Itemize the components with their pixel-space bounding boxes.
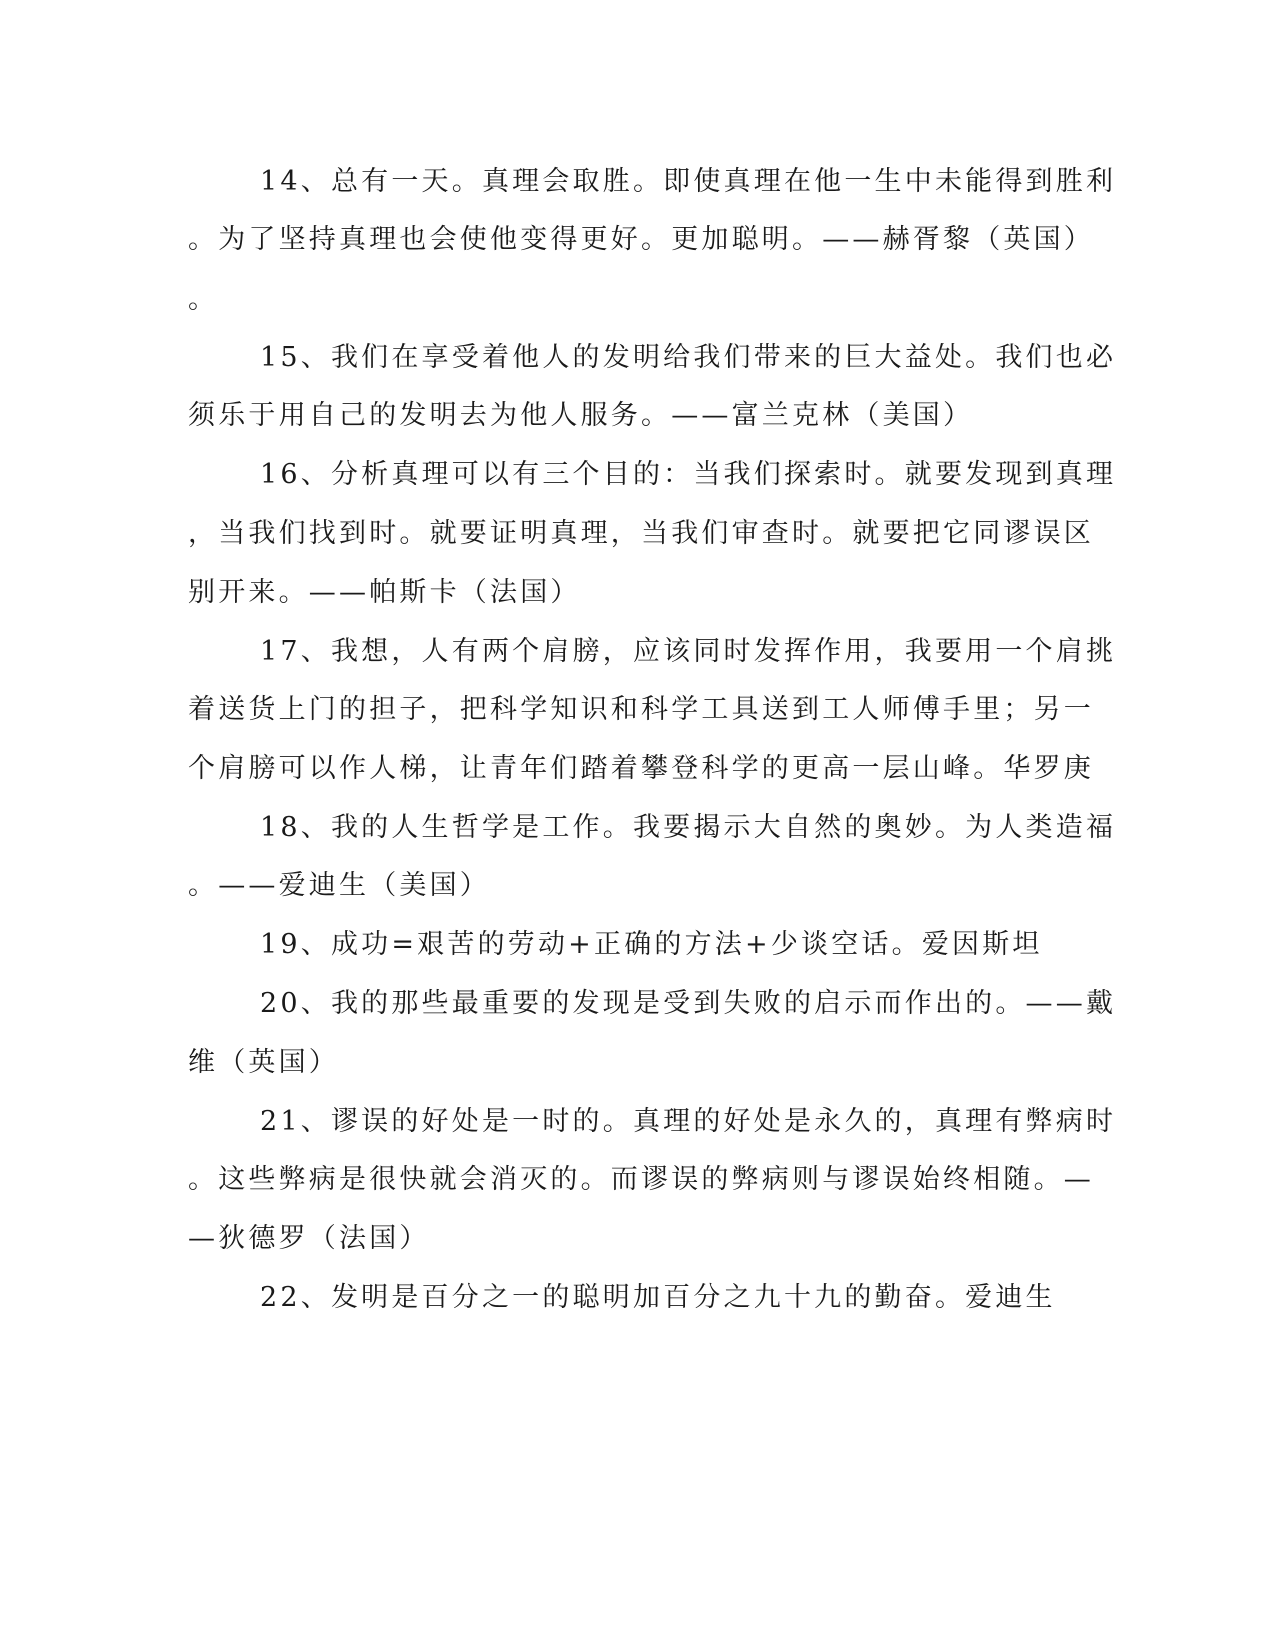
text-line: 。为了坚持真理也会使他变得更好。更加聪明。——赫胥黎（英国） — [188, 224, 1094, 255]
text-line: 21、谬误的好处是一时的。真理的好处是永久的，真理有弊病时 — [260, 1106, 1117, 1137]
text-line: 15、我们在享受着他人的发明给我们带来的巨大益处。我们也必 — [260, 342, 1117, 373]
text-line: 16、分析真理可以有三个目的：当我们探索时。就要发现到真理 — [260, 459, 1117, 490]
text-line: 。 — [188, 284, 219, 315]
text-line: 19、成功=艰苦的劳动+正确的方法+少谈空话。爱因斯坦 — [260, 929, 1043, 960]
text-line: 17、我想，人有两个肩膀，应该同时发挥作用，我要用一个肩挑 — [260, 636, 1117, 667]
text-line: 。这些弊病是很快就会消灭的。而谬误的弊病则与谬误始终相随。— — [188, 1164, 1094, 1195]
text-line: 着送货上门的担子，把科学知识和科学工具送到工人师傅手里；另一 — [188, 694, 1094, 725]
text-line: 20、我的那些最重要的发现是受到失败的启示而作出的。——戴 — [260, 988, 1117, 1019]
text-line: 14、总有一天。真理会取胜。即使真理在他一生中未能得到胜利 — [260, 166, 1117, 197]
text-line: 须乐于用自己的发明去为他人服务。——富兰克林（美国） — [188, 400, 974, 431]
text-line: —狄德罗（法国） — [188, 1223, 430, 1254]
text-line: 维（英国） — [188, 1047, 339, 1078]
text-line: 。——爱迪生（美国） — [188, 870, 490, 901]
text-line: 22、发明是百分之一的聪明加百分之九十九的勤奋。爱迪生 — [260, 1282, 1056, 1313]
text-line: 个肩膀可以作人梯，让青年们踏着攀登科学的更高一层山峰。华罗庚 — [188, 753, 1094, 784]
text-line: 18、我的人生哲学是工作。我要揭示大自然的奥妙。为人类造福 — [260, 812, 1117, 843]
text-line: 别开来。——帕斯卡（法国） — [188, 577, 581, 608]
text-line: ，当我们找到时。就要证明真理，当我们审查时。就要把它同谬误区 — [188, 518, 1094, 549]
